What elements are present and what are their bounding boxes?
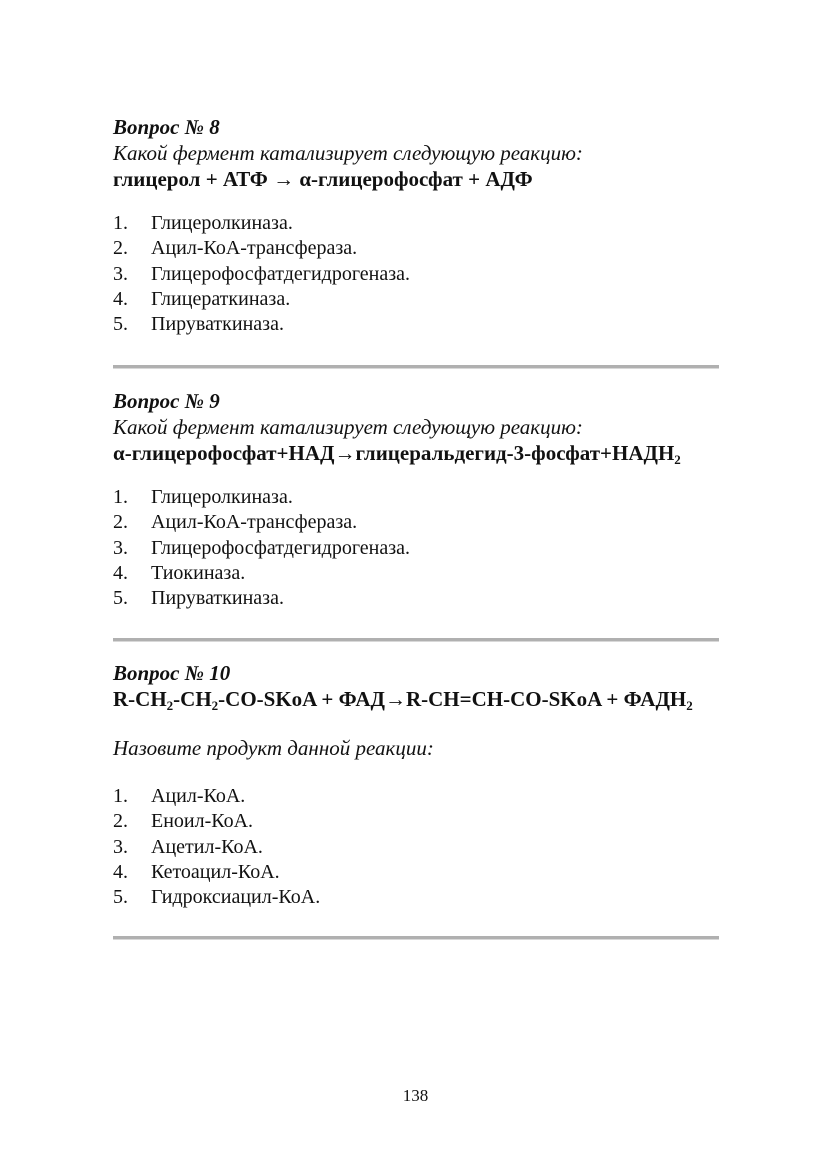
- option-text: Пируваткиназа.: [151, 587, 284, 610]
- option-number: 1.: [113, 212, 128, 234]
- option-text: Глицеролкиназа.: [151, 212, 293, 234]
- reaction-text: -CH: [173, 687, 212, 711]
- question-10: [113, 660, 733, 712]
- option-text: Ацил-КоА-трансфераза.: [151, 237, 358, 260]
- question-8-text: Какой фермент катализирует следующую реакцию:: [113, 141, 583, 165]
- question-10-text: Назовите продукт данной реакции:: [113, 736, 434, 760]
- option-item: [113, 262, 733, 287]
- section-divider: [113, 936, 719, 940]
- option-text: Глицерофосфатдегидрогеназа.: [151, 536, 411, 559]
- option-text: Кетоацил-КоА.: [151, 860, 280, 883]
- option-text: Тиокиназа.: [151, 561, 246, 584]
- option-number: 5.: [113, 313, 128, 336]
- option-item: [113, 561, 733, 586]
- option-item: [113, 510, 733, 535]
- question-10-title: Вопрос № 10: [113, 661, 231, 685]
- question-10-options: [113, 784, 733, 910]
- question-10-reaction: [113, 686, 733, 712]
- question-9: [113, 388, 733, 466]
- option-number: 5.: [113, 587, 128, 610]
- option-number: 5.: [113, 886, 128, 909]
- option-number: 4.: [113, 561, 128, 584]
- option-number: 4.: [113, 287, 128, 310]
- option-text: Пируваткиназа.: [151, 313, 284, 336]
- option-number: 2.: [113, 237, 128, 260]
- option-item: [113, 211, 733, 236]
- question-8-title: Вопрос № 8: [113, 115, 220, 139]
- question-9-reaction: [113, 440, 733, 466]
- reaction-text: R-CH: [113, 687, 167, 711]
- question-9-text: Какой фермент катализирует следующую реакцию:: [113, 415, 583, 439]
- option-item: [113, 885, 733, 910]
- option-item: [113, 485, 733, 510]
- option-item: [113, 784, 733, 809]
- option-item: [113, 287, 733, 312]
- option-text: Глицерофосфатдегидрогеназа.: [151, 262, 411, 285]
- option-text: Ацетил-КоА.: [151, 835, 263, 858]
- option-text: Глицераткиназа.: [151, 287, 291, 310]
- reaction-text: α-глицерофосфат+НАД→глицеральдегид-3-фосфат+НАДН: [113, 441, 675, 465]
- question-8-options: [113, 211, 733, 337]
- option-number: 4.: [113, 860, 128, 883]
- option-text: Ацил-КоА-трансфераза.: [151, 511, 358, 534]
- reaction-subscript: 2: [674, 452, 681, 467]
- page-number: 138: [402, 1086, 429, 1105]
- option-item: [113, 860, 733, 885]
- question-9-title: Вопрос № 9: [113, 389, 220, 413]
- option-number: 3.: [113, 262, 128, 285]
- option-number: 1.: [113, 486, 128, 508]
- option-text: Гидроксиацил-КоА.: [151, 886, 321, 909]
- option-item: [113, 312, 733, 337]
- reaction-subscript: 2: [686, 698, 693, 713]
- option-number: 2.: [113, 511, 128, 534]
- option-text: Еноил-КоА.: [151, 810, 254, 833]
- option-item: [113, 835, 733, 860]
- option-text: Ацил-КоА.: [151, 785, 246, 807]
- question-9-options: [113, 485, 733, 611]
- section-divider: [113, 365, 719, 369]
- question-8: [113, 114, 733, 192]
- option-item: [113, 536, 733, 561]
- option-number: 3.: [113, 835, 128, 858]
- option-number: 2.: [113, 810, 128, 833]
- reaction-subscript: 2: [211, 698, 219, 713]
- section-divider: [113, 638, 719, 642]
- question-8-reaction: глицерол + АТФ → α-глицерофосфат + АДФ: [113, 167, 533, 191]
- option-number: 1.: [113, 785, 128, 807]
- option-item: [113, 809, 733, 834]
- option-item: [113, 236, 733, 261]
- option-number: 3.: [113, 536, 128, 559]
- reaction-text: -CO-SKoA + ФАД→R-CH=CH-CO-SKoA + ФАДН: [218, 687, 687, 711]
- option-text: Глицеролкиназа.: [151, 486, 293, 508]
- reaction-subscript: 2: [166, 698, 174, 713]
- option-item: [113, 586, 733, 611]
